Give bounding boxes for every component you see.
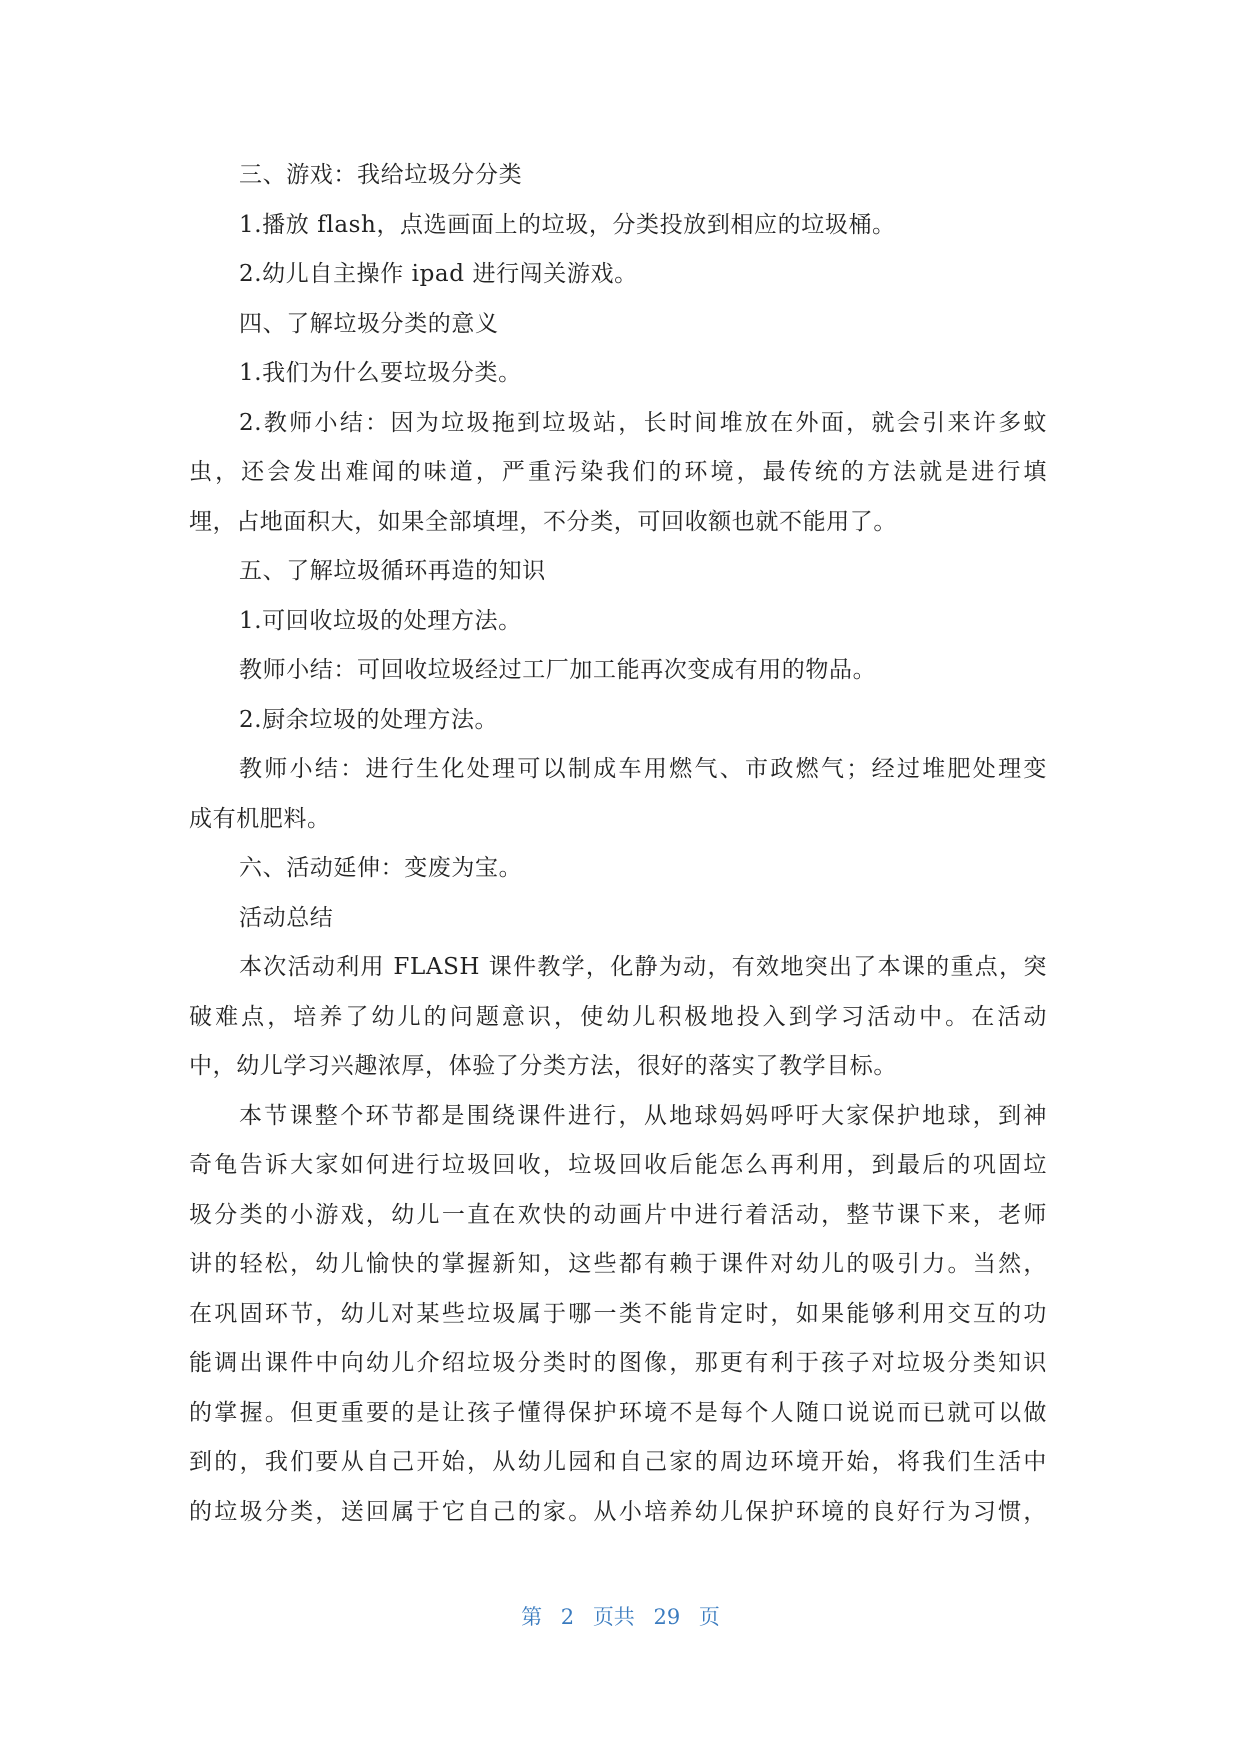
text-line: 2.教师小结：因为垃圾拖到垃圾站，长时间堆放在外面，就会引来许多蚊: [239, 409, 1047, 436]
text-line: 成有机肥料。: [189, 805, 331, 832]
text-line: 四、了解垃圾分类的意义: [239, 310, 499, 337]
text-line: 1.我们为什么要垃圾分类。: [239, 360, 522, 386]
text-line: 1.播放 flash，点选画面上的垃圾，分类投放到相应的垃圾桶。: [239, 211, 896, 238]
text-line: 在巩固环节，幼儿对某些垃圾属于哪一类不能肯定时，如果能够利用交互的功: [189, 1300, 1047, 1327]
text-line: 埋，占地面积大，如果全部填埋，不分类，可回收额也就不能用了。: [189, 508, 897, 535]
text-line: 奇龟告诉大家如何进行垃圾回收，垃圾回收后能怎么再利用，到最后的巩固垃: [189, 1152, 1047, 1178]
text-line: 能调出课件中向幼儿介绍垃圾分类时的图像，那更有利于孩子对垃圾分类知识: [189, 1350, 1047, 1376]
text-line: 中，幼儿学习兴趣浓厚，体验了分类方法，很好的落实了教学目标。: [189, 1053, 897, 1079]
text-line: 1.可回收垃圾的处理方法。: [239, 607, 522, 634]
text-line: 圾分类的小游戏，幼儿一直在欢快的动画片中进行着活动，整节课下来，老师: [189, 1201, 1047, 1228]
text-line: 2.厨余垃圾的处理方法。: [239, 706, 499, 733]
footer-page-mid-label: 页共: [592, 1605, 635, 1629]
document-body: [189, 151, 1047, 1537]
text-line: 本次活动利用 FLASH 课件教学，化静为动，有效地突出了本课的重点，突: [239, 954, 1047, 980]
text-line: 的垃圾分类，送回属于它自己的家。从小培养幼儿保护环境的良好行为习惯，: [189, 1498, 1047, 1525]
page-footer: [0, 1601, 1241, 1631]
text-line: 虫，还会发出难闻的味道，严重污染我们的环境，最传统的方法就是进行填: [189, 459, 1047, 485]
text-line: 教师小结：进行生化处理可以制成车用燃气、市政燃气；经过堆肥处理变: [239, 756, 1047, 782]
text-line: 三、游戏：我给垃圾分分类: [239, 162, 523, 188]
text-line: 活动总结: [239, 904, 334, 931]
footer-page-label: 第: [521, 1605, 543, 1629]
text-line: 本节课整个环节都是围绕课件进行，从地球妈妈呼吁大家保护地球，到神: [239, 1102, 1047, 1129]
text-line: 2.幼儿自主操作 ipad 进行闯关游戏。: [239, 261, 638, 287]
text-line: 到的，我们要从自己开始，从幼儿园和自己家的周边环境开始，将我们生活中: [189, 1449, 1047, 1475]
text-line: 讲的轻松，幼儿愉快的掌握新知，这些都有赖于课件对幼儿的吸引力。当然，: [189, 1251, 1047, 1277]
text-line: 的掌握。但更重要的是让孩子懂得保护环境不是每个人随口说说而已就可以做: [189, 1399, 1047, 1426]
text-line: 五、了解垃圾循环再造的知识: [239, 558, 546, 584]
footer-total-pages: 29: [653, 1605, 681, 1629]
text-line: 六、活动延伸：变废为宝。: [239, 855, 523, 881]
footer-page-end-label: 页: [698, 1605, 720, 1629]
text-line: 破难点，培养了幼儿的问题意识，使幼儿积极地投入到学习活动中。在活动: [189, 1003, 1047, 1030]
footer-page-number: 2: [560, 1605, 575, 1629]
text-line: 教师小结：可回收垃圾经过工厂加工能再次变成有用的物品。: [239, 657, 877, 683]
